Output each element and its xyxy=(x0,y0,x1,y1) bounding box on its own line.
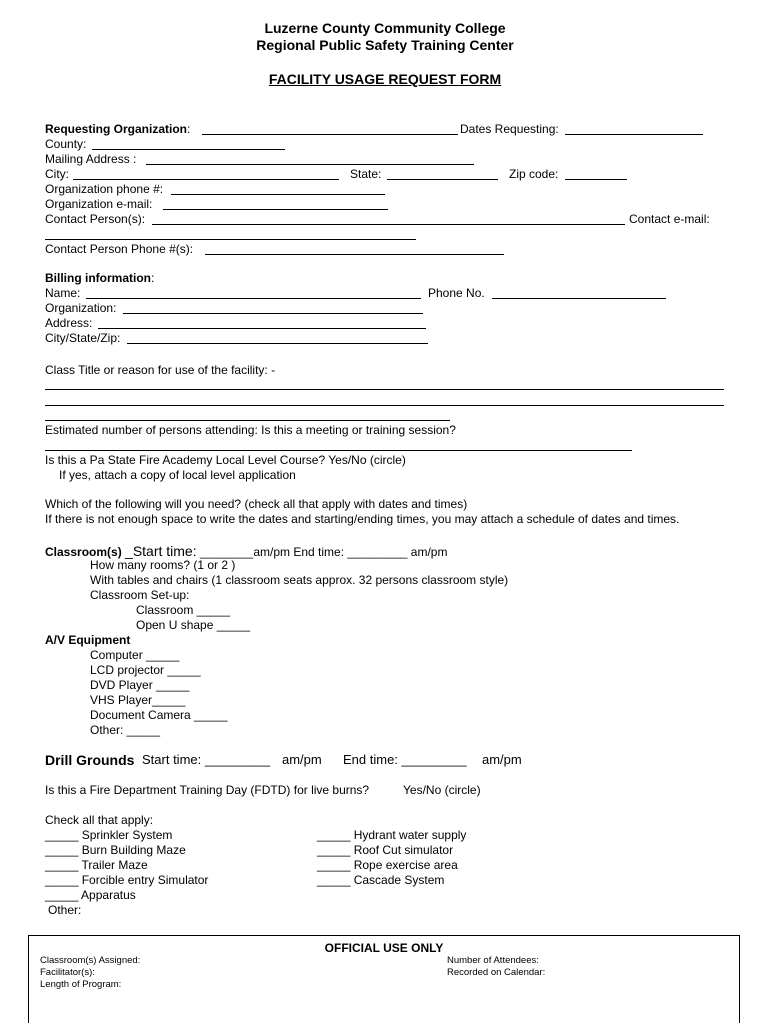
class-title-line-3[interactable] xyxy=(45,420,450,421)
classroom-start-field[interactable]: ________am/pm End time: xyxy=(199,545,345,559)
contact-phone-field[interactable] xyxy=(205,254,504,255)
billing-name-label: Name: xyxy=(45,286,81,300)
av-item[interactable]: LCD projector _____ xyxy=(90,663,201,677)
contact-phone-label: Contact Person Phone #(s): xyxy=(45,242,194,256)
needs-question: Which of the following will you need? (check all that apply with dates and times) xyxy=(45,497,468,511)
mailing-address-label: Mailing Address : xyxy=(45,152,137,166)
billing-organization-field[interactable] xyxy=(123,313,423,314)
attendees-label: Number of Attendees: xyxy=(447,955,539,966)
drill-option[interactable]: _____ Sprinkler System xyxy=(45,828,173,842)
drill-start-ampm: am/pm xyxy=(282,752,322,767)
class-title-line-1[interactable] xyxy=(45,389,724,390)
county-label: County: xyxy=(45,137,87,151)
mailing-address-field[interactable] xyxy=(146,164,474,165)
billing-phone-field[interactable] xyxy=(492,298,666,299)
drill-option[interactable]: _____ Rope exercise area xyxy=(317,858,458,872)
fdtd-question: Is this a Fire Department Training Day (FDTD) for live burns? xyxy=(45,783,370,797)
zip-code-field[interactable] xyxy=(565,179,627,180)
drill-option[interactable]: _____ Burn Building Maze xyxy=(45,843,186,857)
college-name: Luzerne County Community College xyxy=(264,20,506,36)
class-title-line-2[interactable] xyxy=(45,405,724,406)
av-heading: A/V Equipment xyxy=(45,633,131,647)
drill-end-field[interactable]: End time: _________ xyxy=(343,752,467,767)
classroom-tables: With tables and chairs (1 classroom seats approx. 32 persons classroom style) xyxy=(90,573,509,587)
requesting-organization-label: Requesting Organization: xyxy=(45,122,191,136)
needs-note: If there is not enough space to write the dates and starting/ending times, you may attach a schedule of dates and times. xyxy=(45,512,680,526)
contact-person-label: Contact Person(s): xyxy=(45,212,146,226)
academy-question: Is this a Pa State Fire Academy Local Level Course? Yes/No (circle) xyxy=(45,453,406,467)
drill-other-label: Other: xyxy=(48,903,82,917)
billing-name-field[interactable] xyxy=(86,298,421,299)
drill-grounds-heading: Drill Grounds xyxy=(45,752,135,768)
classroom-heading: Classroom(s) xyxy=(45,545,122,559)
requesting-organization-field[interactable] xyxy=(202,134,458,135)
recorded-calendar-label: Recorded on Calendar: xyxy=(447,967,546,978)
drill-option[interactable]: _____ Forcible entry Simulator xyxy=(45,873,209,887)
drill-option[interactable]: _____ Trailer Maze xyxy=(45,858,148,872)
contact-person-field[interactable] xyxy=(152,224,625,225)
classrooms-assigned-label: Classroom(s) Assigned: xyxy=(40,955,141,966)
drill-end-ampm: am/pm xyxy=(482,752,522,767)
academy-note: If yes, attach a copy of local level application xyxy=(59,468,296,482)
billing-address-field[interactable] xyxy=(98,328,426,329)
setup-classroom-option[interactable]: Classroom _____ xyxy=(136,603,231,617)
city-field[interactable] xyxy=(73,179,339,180)
av-item[interactable]: Computer _____ xyxy=(90,648,180,662)
contact-email-field[interactable] xyxy=(45,239,416,240)
program-length-label: Length of Program: xyxy=(40,979,122,990)
state-field[interactable] xyxy=(387,179,498,180)
drill-option[interactable]: _____ Cascade System xyxy=(317,873,445,887)
dates-requesting-label: Dates Requesting: xyxy=(460,122,559,136)
zip-code-label: Zip code: xyxy=(509,167,559,181)
fdtd-answer[interactable]: Yes/No (circle) xyxy=(403,783,481,797)
classroom-setup-label: Classroom Set-up: xyxy=(90,588,190,602)
av-item[interactable]: DVD Player _____ xyxy=(90,678,190,692)
form-title: FACILITY USAGE REQUEST FORM xyxy=(268,71,502,87)
official-use-heading: OFFICIAL USE ONLY xyxy=(324,941,444,955)
drill-option[interactable]: _____ Roof Cut simulator xyxy=(317,843,454,857)
dates-requesting-field[interactable] xyxy=(565,134,703,135)
organization-phone-label: Organization phone #: xyxy=(45,182,164,196)
organization-email-field[interactable] xyxy=(163,209,388,210)
classroom-row xyxy=(45,543,447,559)
billing-csz-label: City/State/Zip: xyxy=(45,331,121,345)
contact-email-label: Contact e-mail: xyxy=(629,212,710,226)
city-label: City: xyxy=(45,167,69,181)
facilitators-label: Facilitator(s): xyxy=(40,967,95,978)
setup-open-u-option[interactable]: Open U shape _____ xyxy=(136,618,251,632)
billing-phone-label: Phone No. xyxy=(428,286,485,300)
drill-option[interactable]: _____ Apparatus xyxy=(45,888,136,902)
classroom-start-label: _Start time: xyxy=(125,543,197,559)
check-all-label: Check all that apply: xyxy=(45,813,154,827)
drill-start-field[interactable]: Start time: _________ xyxy=(142,752,270,767)
drill-option[interactable]: _____ Hydrant water supply xyxy=(317,828,467,842)
attendance-label: Estimated number of persons attending: Is this a meeting or training session? xyxy=(45,423,456,437)
class-title-label: Class Title or reason for use of the facility: - xyxy=(45,363,276,377)
billing-organization-label: Organization: xyxy=(45,301,117,315)
av-item[interactable]: VHS Player_____ xyxy=(90,693,186,707)
billing-heading: Billing information: xyxy=(45,271,155,285)
billing-address-label: Address: xyxy=(45,316,93,330)
classroom-rooms: How many rooms? (1 or 2 ) xyxy=(90,558,236,572)
county-field[interactable] xyxy=(92,149,285,150)
organization-email-label: Organization e-mail: xyxy=(45,197,153,211)
classroom-end-field[interactable]: _________ am/pm xyxy=(347,545,448,559)
center-name: Regional Public Safety Training Center xyxy=(256,37,514,53)
av-item[interactable]: Document Camera _____ xyxy=(90,708,228,722)
state-label: State: xyxy=(350,167,382,181)
av-item[interactable]: Other: _____ xyxy=(90,723,161,737)
organization-phone-field[interactable] xyxy=(171,194,385,195)
attendance-field[interactable] xyxy=(45,450,632,451)
billing-csz-field[interactable] xyxy=(127,343,428,344)
